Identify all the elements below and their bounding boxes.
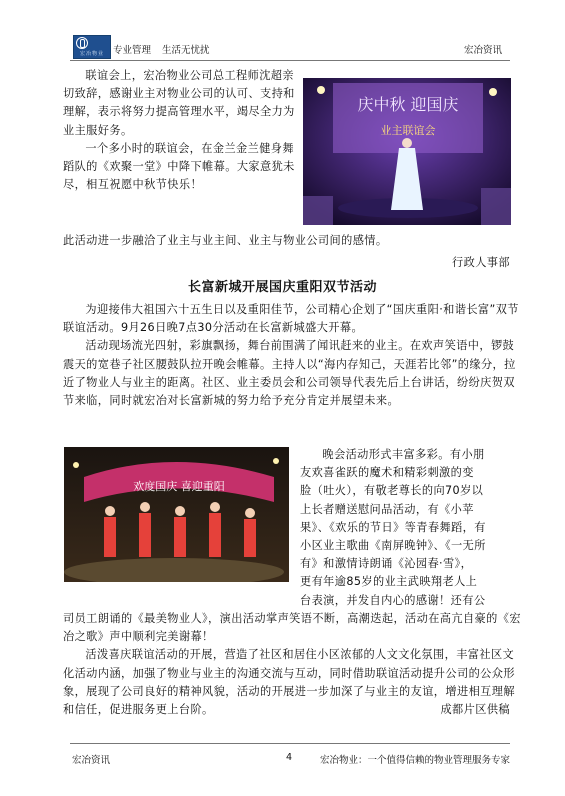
- text-line: 脸（吐火），有敬老尊长的向70岁以: [300, 484, 484, 498]
- article1-paragraph-1: 联谊会上，宏冶物业公司总工程师沈超亲切致辞，感谢业主对物业公司的认可、支持和理解，表示将努力提高管理水平，竭尽全力为业主服好务。: [63, 69, 295, 137]
- article2-title: 长富新城开展国庆重阳双节活动: [187, 280, 377, 295]
- text-line: 台表演，并发自内心的感谢！还有公: [300, 593, 486, 607]
- header-rule: [70, 60, 510, 61]
- text-line: 小区业主歌曲《南屏晚钟》、《一无所: [300, 539, 486, 553]
- article1-signature: 行政人事部: [452, 256, 510, 269]
- article2-paragraph-3-rest: 司员工朗诵的《最美物业人》，演出活动掌声笑语不断，高潮迭起，活动在高亢自豪的《宏冶之歌》声中顺利完美谢幕！: [63, 612, 521, 644]
- article2-text: [63, 301, 523, 410]
- footer-rule: [70, 743, 510, 744]
- article2-paragraph-4: 活泼喜庆联谊活动的开展，营造了社区和居住小区浓郁的人文文化氛围，丰富社区文化活动内涵，加强了物业与业主的沟通交流与互动，同时借助联谊活动提升公司的公众形象，展现了公司良好的精神风貌，活动的开展进一步加深了与业主的友谊，增进相互理解和信任，促进服务更上台阶。: [63, 648, 515, 717]
- photo-national-day-performance: [64, 447, 289, 582]
- text-line: 友欢喜雀跃的魔术和精彩刺激的变: [300, 466, 474, 480]
- article1-text: [63, 67, 295, 194]
- article1-paragraph-3: 此活动进一步融洽了业主与业主间、业主与物业公司间的感情。: [63, 234, 388, 247]
- article2-paragraph-2: 活动现场流光四射，彩旗飘扬，舞台前围满了闻讯赶来的业主。在欢声笑语中，锣鼓震天的宽巷子社区腰鼓队拉开晚会帷幕。主持人以“海内存知己，天涯若比邻”的缘分，拉近了物业人与业主的距离。社区、业主委员会和公司领导代表先后上台讲话，纷纷庆贺双节来临，同时就宏冶对长富新城的努力给予充分肯定并展望未来。: [63, 339, 516, 408]
- photo2-banner-text: 欢度国庆 喜迎重阳: [133, 480, 225, 493]
- header-slogan-2: 生活无忧扰: [162, 45, 210, 56]
- text-line: 有》和激情诗朗诵《沁园春·雪》，: [300, 557, 473, 571]
- footer-right-text: 宏冶物业：一个值得信赖的物业管理服务专家: [320, 755, 511, 766]
- article2-paragraph-3-wrapped: [300, 446, 523, 610]
- text-line: 上长者赠送慰问品活动，有《小苹: [300, 502, 474, 516]
- page-number: 4: [286, 752, 293, 763]
- logo-emblem-icon: [76, 37, 88, 49]
- photo-mid-autumn-gala: [303, 78, 511, 225]
- text-line: 果》、《欢乐的节日》等青春舞蹈，有: [300, 520, 486, 534]
- article2-signature: 成都片区供稿: [440, 703, 510, 716]
- photo1-sub-text: 业主联谊会: [380, 124, 436, 137]
- header-right-text: 宏冶资讯: [464, 45, 503, 56]
- logo-text: 宏冶物业: [79, 51, 104, 57]
- company-logo: [73, 35, 111, 59]
- text-line: 更有年逾85岁的业主武映翔老人上: [300, 575, 478, 589]
- photo1-banner-text: 庆中秋 迎国庆: [357, 95, 459, 114]
- header-slogan-1: 专业管理: [113, 45, 152, 56]
- text-line: 晚会活动形式丰富多彩。有小朋: [322, 448, 485, 461]
- article2-paragraph-1: 为迎接伟大祖国六十五生日以及重阳佳节，公司精心企划了“国庆重阳·和谐长富”双节联谊活动。9月26日晚7点30分活动在长富新城盛大开幕。: [63, 303, 519, 335]
- article1-paragraph-2: 一个多小时的联谊会，在金兰金兰健身舞蹈队的《欢聚一堂》中降下帷幕。大家意犹未尽，相互祝愿中秋节快乐！: [63, 141, 295, 192]
- footer-left-text: 宏冶资讯: [72, 755, 111, 766]
